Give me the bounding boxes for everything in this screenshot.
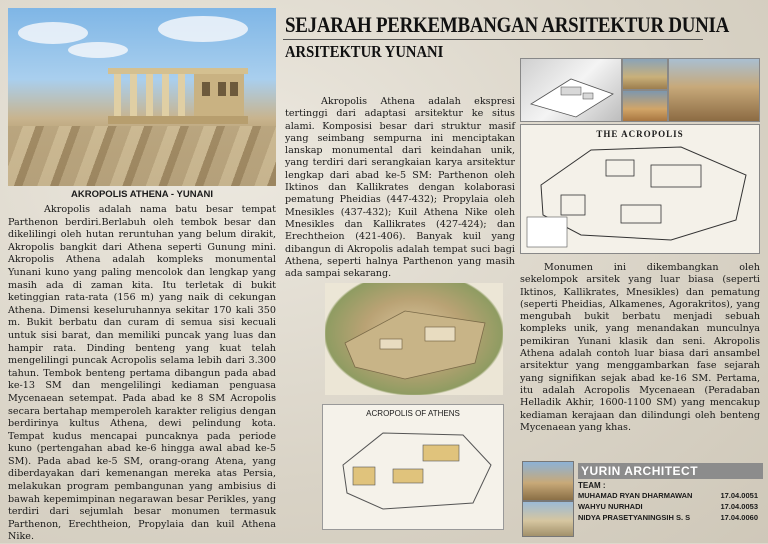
acropolis-aerial-photo [668,58,760,122]
acropolis-thumb-2 [622,90,668,122]
acropolis-map [322,404,504,530]
member-name: WAHYU NURHADI [578,502,643,511]
title-divider [283,39,703,40]
acropolis-thumb-1 [622,58,668,90]
temple-illustration [108,58,248,128]
right-paragraph: Monumen ini dikembangkan oleh sekelompok arsitek yang luar biasa (seperti Iktinos, Kallikrates, Mnesikles) dan pematung (seperti Pheidias, Alkamenes, Agorakritos), yang mengubah bukit berbatu menjadi sebuah kompleks unik, yang menandakan munculnya pemikiran Yunani klasik dan seni. Akropolis Athena adalah contoh luar biasa dari ansambel arsitektur yang menggambarkan fase sejarah yang signifikan sejak abad ke-16 SM. Pertama, itu adalah Acropolis Mycenaean (Peradaban Helladik Akhir, 1600-1100 SM) yang mencakup kediaman kerajaan dan dilindungi oleh benteng Mycenaean yang khas. [520,262,760,433]
firm-name: YURIN ARCHITECT [578,463,763,479]
middle-paragraph: Akropolis Athena adalah ekspresi tertinggi dari adaptasi arsitektur ke situs alami. Komposisi besar dari struktur masif yang seimbang sempurna ini menciptakan lanskap monumental dari keindahan unik, yang terdiri dari serangkaian karya arsitektur lengkap dari abad ke-5 SM: Parthenon oleh Iktinos dan Kallikrates dengan kolaborasi pematung Pheidias (447-432); Propylaia oleh Mnesikles (437-432); Kuil Athena Nike oleh Mnesikles dan Kallikrates (427-424); dan Erechtheion (421-406). Banyak kuil yang dibangun di Akropolis adalah tempat suci bagi Athena, seperti halnya Parthenon yang masih ada sampai sekarang. [285,96,515,280]
acropolis-model-image [325,283,503,395]
acropolis-3d-diagram [520,58,622,122]
acropolis-site-plan [520,124,760,254]
team-label: TEAM : [578,481,606,490]
member-id: 17.04.0051 [720,491,758,500]
acropolis-photo [8,8,276,186]
plan-title: THE ACROPOLIS [596,129,684,139]
credits-photo-2 [522,501,574,537]
left-paragraph: Akropolis adalah nama batu besar tempat Parthenon berdiri.Berlabuh oleh tembok besar dan dikelilingi oleh hutan reruntuhan yang belum dirakit, Akropolis bangkit dari Athena seperti Gunung mini. Akropolis Athena adalah kompleks monumental Yunani kuno yang paling mencolok dan lengkap yang masih ada di zaman kita. Itu terletak di bukit ketinggian rata-rata (156 m) yang naik di cekungan Athena. Dimensi keseluruhannya sekitar 170 kali 350 m. Bukit berbatu dan curam di semua sisi kecuali untuk sisi barat, dan memiliki puncak yang luas dan hampir rata. Dinding benteng yang kuat telah mengelilingi puncak Acropolis selama lebih dari 3.300 tahun. Tembok benteng pertama dibangun pada abad ke-13 SM dan mengelilingi kediaman penguasa Mycenaean setempat. Pada abad ke 8 SM Acropolis secara bertahap memperoleh karakter religius dengan berdirinya kultus Athena, dewi pelindung kota. Tempat kudus mencapai puncaknya pada periode kuno (pertengahan abad ke-6 hingga awal abad ke-5 SM). Pada abad ke-5 SM, orang-orang Atena, yang diberdayakan dari kemenangan mereka atas Persia, melakukan program pembangunan yang ambisius di bawah kepemimpinan negarawan besar Perikles, yang terdiri dari sejumlah besar monumen termasuk Parthenon, Erechtheion, Propylaia dan kuil Athena Nike. [8,204,276,543]
photo-caption: AKROPOLIS ATHENA - YUNANI [71,189,213,200]
credits-photo-1 [522,461,574,501]
member-id: 17.04.0053 [720,502,758,511]
team-member-3 [578,513,760,522]
page-title: SEJARAH PERKEMBANGAN ARSITEKTUR DUNIA [285,12,730,37]
member-name: MUHAMAD RYAN DHARMAWAN [578,491,693,500]
member-id: 17.04.0060 [720,513,758,522]
team-member-1 [578,491,760,500]
team-member-2 [578,502,760,511]
member-name: NIDYA PRASETYANINGSIH S. S [578,513,691,522]
map-title: ACROPOLIS OF ATHENS [366,409,460,418]
page-subtitle: ARSITEKTUR YUNANI [285,42,444,61]
